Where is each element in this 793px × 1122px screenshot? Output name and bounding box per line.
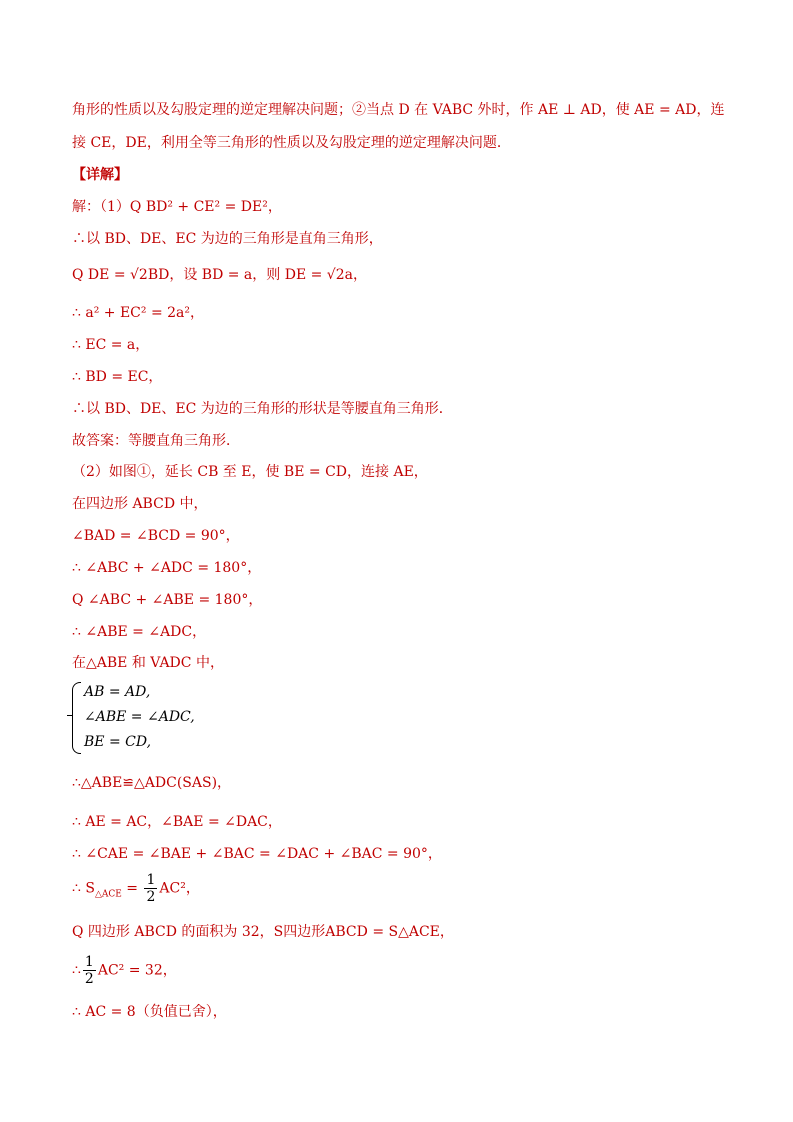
text-line: ∴ AE = AC，∠BAE = ∠DAC， — [72, 814, 282, 830]
text-line: Q ∠ABC + ∠ABE = 180°， — [72, 592, 263, 608]
formula-part: AC² = 32， — [97, 962, 177, 979]
text-line: 在四边形 ABCD 中， — [72, 496, 208, 512]
text-line: ∴ ∠CAE = ∠BAE + ∠BAC = ∠DAC + ∠BAC = 90°， — [72, 846, 442, 862]
text-line: ∠BAD = ∠BCD = 90°， — [72, 528, 240, 544]
formula-part: = — [121, 880, 143, 897]
text-line: ∴以 BD、DE、EC 为边的三角形是直角三角形， — [72, 231, 383, 247]
text-line: ∴ BD = EC， — [72, 369, 163, 385]
fraction — [83, 954, 96, 987]
section-heading: 【详解】 — [72, 167, 128, 183]
text-line: ∴ ∠ABC + ∠ADC = 180°， — [72, 560, 262, 576]
formula-part: ∴ — [72, 962, 81, 979]
formula-subscript: △ACE — [94, 889, 122, 900]
text-line: （2）如图①，延长 CB 至 E，使 BE = CD，连接 AE， — [72, 464, 428, 480]
text-line: 角形的性质以及勾股定理的逆定理解决问题；②当点 D 在 VABC 外时，作 AE ⊥ AD，使 AE = AD，连 — [72, 102, 725, 118]
text-line: 接 CE，DE，利用全等三角形的性质以及勾股定理的逆定理解决问题． — [72, 135, 511, 151]
area-formula-line — [72, 872, 200, 910]
text-line: ∴ AC = 8（负值已舍）， — [72, 1004, 227, 1020]
fraction-numerator: 1 — [146, 872, 156, 888]
left-brace — [72, 682, 81, 754]
text-line: 解：（1）Q BD² + CE² = DE²， — [72, 199, 282, 215]
formula-part: ∴ S — [72, 880, 95, 897]
fraction-denominator: 2 — [146, 889, 156, 905]
text-line: ∴以 BD、DE、EC 为边的三角形的形状是等腰直角三角形． — [72, 401, 453, 417]
fraction — [144, 872, 157, 905]
fraction-numerator: 1 — [84, 954, 94, 970]
text-line: ∴ EC = a， — [72, 337, 150, 353]
text-line: ∴△ABE≌△ADC(SAS)， — [72, 775, 232, 791]
area-equation-line — [72, 954, 177, 987]
left-brace-tip — [67, 715, 72, 716]
fraction-denominator: 2 — [84, 971, 94, 987]
system-row: ∠ABE = ∠ADC, — [84, 709, 195, 725]
system-row: AB = AD, — [84, 684, 151, 700]
text-line: Q 四边形 ABCD 的面积为 32，S四边形ABCD = S△ACE， — [72, 924, 454, 940]
text-line: Q DE = √2BD，设 BD = a，则 DE = √2a， — [72, 267, 367, 283]
text-line: ∴ ∠ABE = ∠ADC， — [72, 624, 207, 640]
formula-part: AC²， — [159, 880, 200, 897]
text-line: 故答案：等腰直角三角形． — [72, 433, 240, 449]
system-row: BE = CD, — [84, 734, 152, 750]
text-line: ∴ a² + EC² = 2a²， — [72, 305, 204, 321]
text-line: 在△ABE 和 VADC 中， — [72, 655, 224, 671]
